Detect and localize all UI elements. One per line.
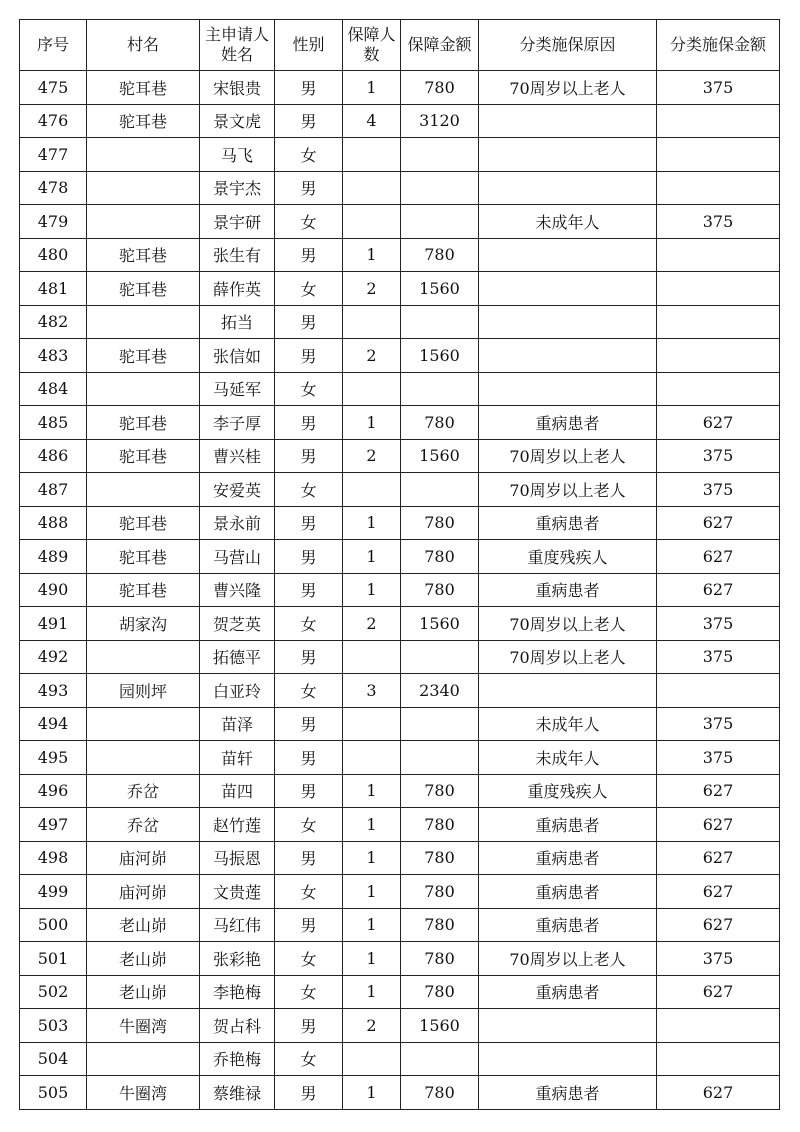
covered-persons-cell: 2 bbox=[343, 339, 401, 373]
village-cell: 驼耳巷 bbox=[87, 272, 200, 306]
village-cell: 老山峁 bbox=[87, 975, 200, 1009]
classified-amount-cell: 375 bbox=[657, 205, 780, 239]
gender-cell: 女 bbox=[275, 674, 343, 708]
subsidy-amount-cell: 1560 bbox=[401, 1009, 479, 1043]
village-cell: 驼耳巷 bbox=[87, 71, 200, 105]
subsidy-amount-cell: 1560 bbox=[401, 272, 479, 306]
header-subsidy-amount: 保障金额 bbox=[401, 20, 479, 71]
gender-cell: 男 bbox=[275, 339, 343, 373]
serial-cell: 484 bbox=[20, 372, 87, 406]
serial-cell: 490 bbox=[20, 573, 87, 607]
classified-amount-cell: 627 bbox=[657, 1076, 780, 1110]
classified-reason-cell: 70周岁以上老人 bbox=[479, 640, 657, 674]
classified-reason-cell bbox=[479, 674, 657, 708]
classified-amount-cell bbox=[657, 138, 780, 172]
covered-persons-cell: 1 bbox=[343, 808, 401, 842]
applicant-name-cell: 景宇杰 bbox=[200, 171, 275, 205]
table-row bbox=[20, 205, 780, 239]
covered-persons-cell: 1 bbox=[343, 1076, 401, 1110]
classified-reason-cell bbox=[479, 171, 657, 205]
gender-cell: 女 bbox=[275, 607, 343, 641]
serial-cell: 491 bbox=[20, 607, 87, 641]
village-cell: 驼耳巷 bbox=[87, 339, 200, 373]
village-cell bbox=[87, 473, 200, 507]
classified-reason-cell: 重病患者 bbox=[479, 875, 657, 909]
classified-amount-cell: 375 bbox=[657, 707, 780, 741]
applicant-name-cell: 景宇研 bbox=[200, 205, 275, 239]
classified-amount-cell bbox=[657, 272, 780, 306]
gender-cell: 男 bbox=[275, 640, 343, 674]
covered-persons-cell: 2 bbox=[343, 439, 401, 473]
village-cell: 胡家沟 bbox=[87, 607, 200, 641]
serial-cell: 504 bbox=[20, 1042, 87, 1076]
classified-amount-cell bbox=[657, 372, 780, 406]
table-row bbox=[20, 841, 780, 875]
subsidy-amount-cell: 780 bbox=[401, 975, 479, 1009]
classified-amount-cell: 627 bbox=[657, 875, 780, 909]
subsidy-amount-cell: 780 bbox=[401, 540, 479, 574]
applicant-name-cell: 赵竹莲 bbox=[200, 808, 275, 842]
table-row bbox=[20, 640, 780, 674]
classified-amount-cell: 375 bbox=[657, 607, 780, 641]
serial-cell: 503 bbox=[20, 1009, 87, 1043]
subsidy-amount-cell: 780 bbox=[401, 841, 479, 875]
gender-cell: 男 bbox=[275, 506, 343, 540]
serial-cell: 487 bbox=[20, 473, 87, 507]
covered-persons-cell: 1 bbox=[343, 238, 401, 272]
classified-amount-cell: 627 bbox=[657, 774, 780, 808]
serial-cell: 475 bbox=[20, 71, 87, 105]
gender-cell: 女 bbox=[275, 875, 343, 909]
table-row bbox=[20, 439, 780, 473]
serial-cell: 501 bbox=[20, 942, 87, 976]
applicant-name-cell: 拓德平 bbox=[200, 640, 275, 674]
table-row bbox=[20, 272, 780, 306]
covered-persons-cell: 3 bbox=[343, 674, 401, 708]
applicant-name-cell: 安爱英 bbox=[200, 473, 275, 507]
table-row bbox=[20, 707, 780, 741]
header-row bbox=[20, 20, 780, 71]
classified-amount-cell bbox=[657, 674, 780, 708]
classified-reason-cell bbox=[479, 238, 657, 272]
classified-amount-cell: 627 bbox=[657, 808, 780, 842]
village-cell bbox=[87, 305, 200, 339]
serial-cell: 498 bbox=[20, 841, 87, 875]
gender-cell: 男 bbox=[275, 774, 343, 808]
table-row bbox=[20, 1076, 780, 1110]
table-row bbox=[20, 808, 780, 842]
classified-reason-cell: 重病患者 bbox=[479, 975, 657, 1009]
classified-amount-cell bbox=[657, 238, 780, 272]
gender-cell: 男 bbox=[275, 841, 343, 875]
village-cell: 乔岔 bbox=[87, 774, 200, 808]
village-cell bbox=[87, 1042, 200, 1076]
covered-persons-cell: 1 bbox=[343, 71, 401, 105]
applicant-name-cell: 蔡维禄 bbox=[200, 1076, 275, 1110]
covered-persons-cell bbox=[343, 473, 401, 507]
subsidy-amount-cell bbox=[401, 473, 479, 507]
serial-cell: 495 bbox=[20, 741, 87, 775]
applicant-name-cell: 曹兴桂 bbox=[200, 439, 275, 473]
table-row bbox=[20, 238, 780, 272]
applicant-name-cell: 曹兴隆 bbox=[200, 573, 275, 607]
gender-cell: 男 bbox=[275, 540, 343, 574]
serial-cell: 483 bbox=[20, 339, 87, 373]
serial-cell: 494 bbox=[20, 707, 87, 741]
classified-amount-cell: 627 bbox=[657, 573, 780, 607]
header-serial-number: 序号 bbox=[20, 20, 87, 71]
relief-roster-table bbox=[19, 19, 780, 1110]
covered-persons-cell: 1 bbox=[343, 406, 401, 440]
subsidy-amount-cell: 780 bbox=[401, 406, 479, 440]
classified-reason-cell: 重病患者 bbox=[479, 908, 657, 942]
gender-cell: 男 bbox=[275, 71, 343, 105]
table-row bbox=[20, 942, 780, 976]
subsidy-amount-cell bbox=[401, 640, 479, 674]
applicant-name-cell: 李子厚 bbox=[200, 406, 275, 440]
village-cell: 驼耳巷 bbox=[87, 439, 200, 473]
table-row bbox=[20, 406, 780, 440]
covered-persons-cell bbox=[343, 138, 401, 172]
table-row bbox=[20, 607, 780, 641]
village-cell bbox=[87, 372, 200, 406]
village-cell: 驼耳巷 bbox=[87, 406, 200, 440]
classified-reason-cell: 70周岁以上老人 bbox=[479, 607, 657, 641]
subsidy-amount-cell bbox=[401, 205, 479, 239]
serial-cell: 481 bbox=[20, 272, 87, 306]
table-row bbox=[20, 908, 780, 942]
gender-cell: 女 bbox=[275, 272, 343, 306]
table-row bbox=[20, 71, 780, 105]
covered-persons-cell bbox=[343, 1042, 401, 1076]
subsidy-amount-cell: 780 bbox=[401, 875, 479, 909]
serial-cell: 488 bbox=[20, 506, 87, 540]
village-cell bbox=[87, 707, 200, 741]
covered-persons-cell: 4 bbox=[343, 104, 401, 138]
classified-reason-cell bbox=[479, 305, 657, 339]
subsidy-amount-cell: 1560 bbox=[401, 439, 479, 473]
classified-reason-cell: 70周岁以上老人 bbox=[479, 71, 657, 105]
classified-amount-cell: 627 bbox=[657, 506, 780, 540]
classified-reason-cell bbox=[479, 339, 657, 373]
applicant-name-cell: 马振恩 bbox=[200, 841, 275, 875]
table-row bbox=[20, 305, 780, 339]
applicant-name-cell: 苗四 bbox=[200, 774, 275, 808]
classified-reason-cell: 重病患者 bbox=[479, 406, 657, 440]
village-cell: 乔岔 bbox=[87, 808, 200, 842]
classified-amount-cell bbox=[657, 1009, 780, 1043]
covered-persons-cell: 1 bbox=[343, 942, 401, 976]
village-cell: 驼耳巷 bbox=[87, 540, 200, 574]
applicant-name-cell: 白亚玲 bbox=[200, 674, 275, 708]
covered-persons-cell: 1 bbox=[343, 841, 401, 875]
classified-reason-cell bbox=[479, 138, 657, 172]
gender-cell: 男 bbox=[275, 104, 343, 138]
village-cell: 老山峁 bbox=[87, 908, 200, 942]
applicant-name-cell: 苗泽 bbox=[200, 707, 275, 741]
subsidy-amount-cell: 780 bbox=[401, 506, 479, 540]
classified-reason-cell: 未成年人 bbox=[479, 707, 657, 741]
classified-amount-cell: 627 bbox=[657, 908, 780, 942]
gender-cell: 男 bbox=[275, 741, 343, 775]
serial-cell: 478 bbox=[20, 171, 87, 205]
classified-amount-cell bbox=[657, 104, 780, 138]
gender-cell: 男 bbox=[275, 707, 343, 741]
serial-cell: 485 bbox=[20, 406, 87, 440]
village-cell: 庙河峁 bbox=[87, 841, 200, 875]
classified-amount-cell: 375 bbox=[657, 71, 780, 105]
applicant-name-cell: 景文虎 bbox=[200, 104, 275, 138]
serial-cell: 479 bbox=[20, 205, 87, 239]
table-row bbox=[20, 372, 780, 406]
classified-reason-cell: 70周岁以上老人 bbox=[479, 942, 657, 976]
covered-persons-cell bbox=[343, 372, 401, 406]
table-row bbox=[20, 875, 780, 909]
classified-amount-cell: 627 bbox=[657, 841, 780, 875]
gender-cell: 男 bbox=[275, 171, 343, 205]
classified-reason-cell bbox=[479, 1042, 657, 1076]
header-classified-amount: 分类施保金额 bbox=[657, 20, 780, 71]
classified-amount-cell: 627 bbox=[657, 406, 780, 440]
applicant-name-cell: 贺占科 bbox=[200, 1009, 275, 1043]
table-header bbox=[20, 20, 780, 71]
serial-cell: 480 bbox=[20, 238, 87, 272]
gender-cell: 女 bbox=[275, 808, 343, 842]
header-village-name: 村名 bbox=[87, 20, 200, 71]
village-cell bbox=[87, 741, 200, 775]
classified-reason-cell: 重病患者 bbox=[479, 506, 657, 540]
classified-amount-cell: 375 bbox=[657, 640, 780, 674]
classified-reason-cell: 重病患者 bbox=[479, 1076, 657, 1110]
subsidy-amount-cell: 780 bbox=[401, 1076, 479, 1110]
serial-cell: 486 bbox=[20, 439, 87, 473]
subsidy-amount-cell: 780 bbox=[401, 238, 479, 272]
header-gender: 性别 bbox=[275, 20, 343, 71]
covered-persons-cell bbox=[343, 640, 401, 674]
covered-persons-cell bbox=[343, 707, 401, 741]
serial-cell: 492 bbox=[20, 640, 87, 674]
classified-reason-cell bbox=[479, 272, 657, 306]
subsidy-amount-cell bbox=[401, 372, 479, 406]
subsidy-amount-cell: 780 bbox=[401, 908, 479, 942]
subsidy-amount-cell bbox=[401, 138, 479, 172]
subsidy-amount-cell: 780 bbox=[401, 71, 479, 105]
covered-persons-cell: 1 bbox=[343, 975, 401, 1009]
classified-reason-cell: 重度残疾人 bbox=[479, 540, 657, 574]
covered-persons-cell: 2 bbox=[343, 272, 401, 306]
subsidy-amount-cell bbox=[401, 305, 479, 339]
covered-persons-cell: 2 bbox=[343, 1009, 401, 1043]
serial-cell: 489 bbox=[20, 540, 87, 574]
classified-reason-cell: 未成年人 bbox=[479, 205, 657, 239]
subsidy-amount-cell bbox=[401, 741, 479, 775]
classified-amount-cell: 375 bbox=[657, 439, 780, 473]
village-cell: 驼耳巷 bbox=[87, 506, 200, 540]
classified-amount-cell: 627 bbox=[657, 540, 780, 574]
serial-cell: 505 bbox=[20, 1076, 87, 1110]
header-classified-reason: 分类施保原因 bbox=[479, 20, 657, 71]
serial-cell: 493 bbox=[20, 674, 87, 708]
classified-amount-cell bbox=[657, 171, 780, 205]
classified-reason-cell: 重病患者 bbox=[479, 573, 657, 607]
applicant-name-cell: 文贵莲 bbox=[200, 875, 275, 909]
header-applicant-name: 主申请人姓名 bbox=[200, 20, 275, 71]
table-row bbox=[20, 540, 780, 574]
serial-cell: 477 bbox=[20, 138, 87, 172]
gender-cell: 男 bbox=[275, 406, 343, 440]
village-cell bbox=[87, 171, 200, 205]
village-cell bbox=[87, 205, 200, 239]
covered-persons-cell: 1 bbox=[343, 506, 401, 540]
serial-cell: 476 bbox=[20, 104, 87, 138]
village-cell: 老山峁 bbox=[87, 942, 200, 976]
classified-amount-cell bbox=[657, 339, 780, 373]
subsidy-amount-cell: 1560 bbox=[401, 339, 479, 373]
subsidy-amount-cell bbox=[401, 1042, 479, 1076]
classified-amount-cell: 375 bbox=[657, 741, 780, 775]
classified-reason-cell bbox=[479, 1009, 657, 1043]
table-row bbox=[20, 774, 780, 808]
village-cell: 园则坪 bbox=[87, 674, 200, 708]
header-covered-persons: 保障人数 bbox=[343, 20, 401, 71]
serial-cell: 497 bbox=[20, 808, 87, 842]
classified-reason-cell bbox=[479, 104, 657, 138]
serial-cell: 499 bbox=[20, 875, 87, 909]
classified-reason-cell: 重病患者 bbox=[479, 808, 657, 842]
applicant-name-cell: 宋银贵 bbox=[200, 71, 275, 105]
subsidy-amount-cell: 780 bbox=[401, 774, 479, 808]
subsidy-amount-cell bbox=[401, 707, 479, 741]
subsidy-amount-cell: 1560 bbox=[401, 607, 479, 641]
applicant-name-cell: 拓当 bbox=[200, 305, 275, 339]
serial-cell: 482 bbox=[20, 305, 87, 339]
classified-reason-cell: 70周岁以上老人 bbox=[479, 439, 657, 473]
applicant-name-cell: 乔艳梅 bbox=[200, 1042, 275, 1076]
table-row bbox=[20, 975, 780, 1009]
village-cell: 驼耳巷 bbox=[87, 104, 200, 138]
table-row bbox=[20, 138, 780, 172]
gender-cell: 女 bbox=[275, 975, 343, 1009]
subsidy-amount-cell: 3120 bbox=[401, 104, 479, 138]
classified-amount-cell: 375 bbox=[657, 473, 780, 507]
gender-cell: 女 bbox=[275, 1042, 343, 1076]
village-cell bbox=[87, 138, 200, 172]
covered-persons-cell bbox=[343, 205, 401, 239]
applicant-name-cell: 景永前 bbox=[200, 506, 275, 540]
classified-amount-cell bbox=[657, 1042, 780, 1076]
subsidy-amount-cell: 780 bbox=[401, 808, 479, 842]
covered-persons-cell: 1 bbox=[343, 774, 401, 808]
gender-cell: 女 bbox=[275, 372, 343, 406]
subsidy-amount-cell bbox=[401, 171, 479, 205]
classified-reason-cell: 重度残疾人 bbox=[479, 774, 657, 808]
covered-persons-cell: 1 bbox=[343, 875, 401, 909]
classified-amount-cell: 375 bbox=[657, 942, 780, 976]
classified-amount-cell: 627 bbox=[657, 975, 780, 1009]
serial-cell: 500 bbox=[20, 908, 87, 942]
village-cell: 驼耳巷 bbox=[87, 238, 200, 272]
village-cell: 牛圈湾 bbox=[87, 1076, 200, 1110]
classified-reason-cell: 重病患者 bbox=[479, 841, 657, 875]
gender-cell: 女 bbox=[275, 473, 343, 507]
table-row bbox=[20, 473, 780, 507]
applicant-name-cell: 马飞 bbox=[200, 138, 275, 172]
covered-persons-cell bbox=[343, 305, 401, 339]
table-row bbox=[20, 506, 780, 540]
table-body bbox=[20, 71, 780, 1110]
serial-cell: 502 bbox=[20, 975, 87, 1009]
applicant-name-cell: 马延军 bbox=[200, 372, 275, 406]
classified-reason-cell bbox=[479, 372, 657, 406]
covered-persons-cell: 2 bbox=[343, 607, 401, 641]
classified-amount-cell bbox=[657, 305, 780, 339]
table-row bbox=[20, 674, 780, 708]
covered-persons-cell: 1 bbox=[343, 540, 401, 574]
gender-cell: 女 bbox=[275, 205, 343, 239]
gender-cell: 男 bbox=[275, 439, 343, 473]
applicant-name-cell: 张信如 bbox=[200, 339, 275, 373]
village-cell bbox=[87, 640, 200, 674]
applicant-name-cell: 马营山 bbox=[200, 540, 275, 574]
table-row bbox=[20, 104, 780, 138]
covered-persons-cell bbox=[343, 171, 401, 205]
covered-persons-cell: 1 bbox=[343, 573, 401, 607]
covered-persons-cell: 1 bbox=[343, 908, 401, 942]
table-row bbox=[20, 171, 780, 205]
applicant-name-cell: 张生有 bbox=[200, 238, 275, 272]
gender-cell: 男 bbox=[275, 1076, 343, 1110]
subsidy-amount-cell: 780 bbox=[401, 942, 479, 976]
table-row bbox=[20, 1042, 780, 1076]
table-row bbox=[20, 1009, 780, 1043]
subsidy-amount-cell: 780 bbox=[401, 573, 479, 607]
gender-cell: 女 bbox=[275, 942, 343, 976]
gender-cell: 男 bbox=[275, 908, 343, 942]
gender-cell: 男 bbox=[275, 305, 343, 339]
village-cell: 牛圈湾 bbox=[87, 1009, 200, 1043]
applicant-name-cell: 苗轩 bbox=[200, 741, 275, 775]
gender-cell: 男 bbox=[275, 1009, 343, 1043]
village-cell: 驼耳巷 bbox=[87, 573, 200, 607]
applicant-name-cell: 薛作英 bbox=[200, 272, 275, 306]
applicant-name-cell: 李艳梅 bbox=[200, 975, 275, 1009]
covered-persons-cell bbox=[343, 741, 401, 775]
applicant-name-cell: 贺芝英 bbox=[200, 607, 275, 641]
village-cell: 庙河峁 bbox=[87, 875, 200, 909]
table-row bbox=[20, 339, 780, 373]
classified-reason-cell: 70周岁以上老人 bbox=[479, 473, 657, 507]
serial-cell: 496 bbox=[20, 774, 87, 808]
applicant-name-cell: 张彩艳 bbox=[200, 942, 275, 976]
table-row bbox=[20, 741, 780, 775]
applicant-name-cell: 马红伟 bbox=[200, 908, 275, 942]
gender-cell: 男 bbox=[275, 238, 343, 272]
gender-cell: 男 bbox=[275, 573, 343, 607]
gender-cell: 女 bbox=[275, 138, 343, 172]
table-row bbox=[20, 573, 780, 607]
classified-reason-cell: 未成年人 bbox=[479, 741, 657, 775]
subsidy-amount-cell: 2340 bbox=[401, 674, 479, 708]
